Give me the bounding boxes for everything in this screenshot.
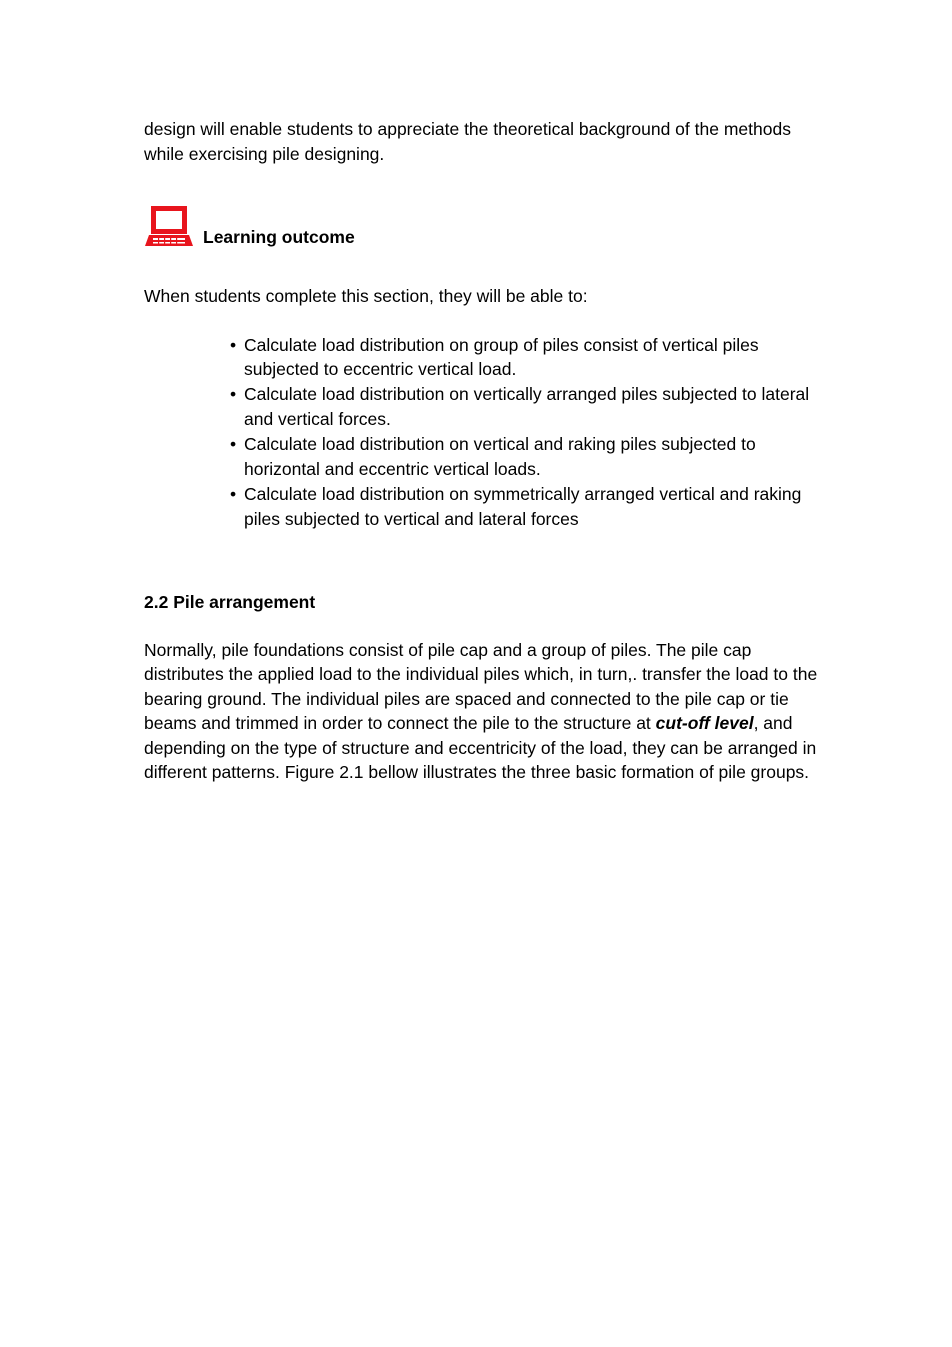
list-item <box>230 382 825 432</box>
bullet-icon: • <box>230 384 237 405</box>
section-text-end: , and depending on the type of structure and eccentricity of the load, they can be arranged in different patterns. Figure 2.1 bellow illustrates the three basic formation of pile groups. <box>144 713 817 783</box>
intro-paragraph: design will enable students to appreciate the theoretical background of the methods while exercising pile designing. <box>144 119 791 164</box>
learning-outcome-title: Learning outcome <box>203 227 355 247</box>
laptop-icon <box>144 205 194 247</box>
list-item-text: Calculate load distribution on symmetrically arranged vertical and raking piles subjected to vertical and lateral forces <box>244 483 802 529</box>
learning-outcome-header <box>144 205 824 247</box>
list-item-text: Calculate load distribution on vertical and raking piles subjected to horizontal and eccentric vertical loads. <box>244 434 756 480</box>
section-heading: 2.2 Pile arrangement <box>144 591 316 612</box>
lead-paragraph: When students complete this section, they will be able to: <box>144 286 588 306</box>
outcome-list <box>230 333 825 532</box>
document-page <box>144 117 824 785</box>
list-item-text: Calculate load distribution on group of piles consist of vertical piles subjected to eccentric vertical load. <box>244 334 759 380</box>
list-item <box>230 432 825 482</box>
list-item <box>230 333 825 383</box>
emphasis-term: cut-off level <box>655 713 754 734</box>
bullet-icon: • <box>230 483 237 504</box>
section-paragraph <box>144 638 824 785</box>
bullet-icon: • <box>230 334 237 355</box>
list-item <box>230 482 825 532</box>
list-item-text: Calculate load distribution on vertically arranged piles subjected to lateral and vertical forces. <box>244 384 810 430</box>
bullet-icon: • <box>230 434 237 455</box>
section-text-start: Normally, pile foundations consist of pile cap and a group of piles. The pile cap distributes the applied load to the individual piles which, in turn,. transfer the load to the bearing ground. The individual piles are spaced and connected to the pile cap or tie beams and trimmed in order to connect the pile to the structure at <box>144 639 818 734</box>
